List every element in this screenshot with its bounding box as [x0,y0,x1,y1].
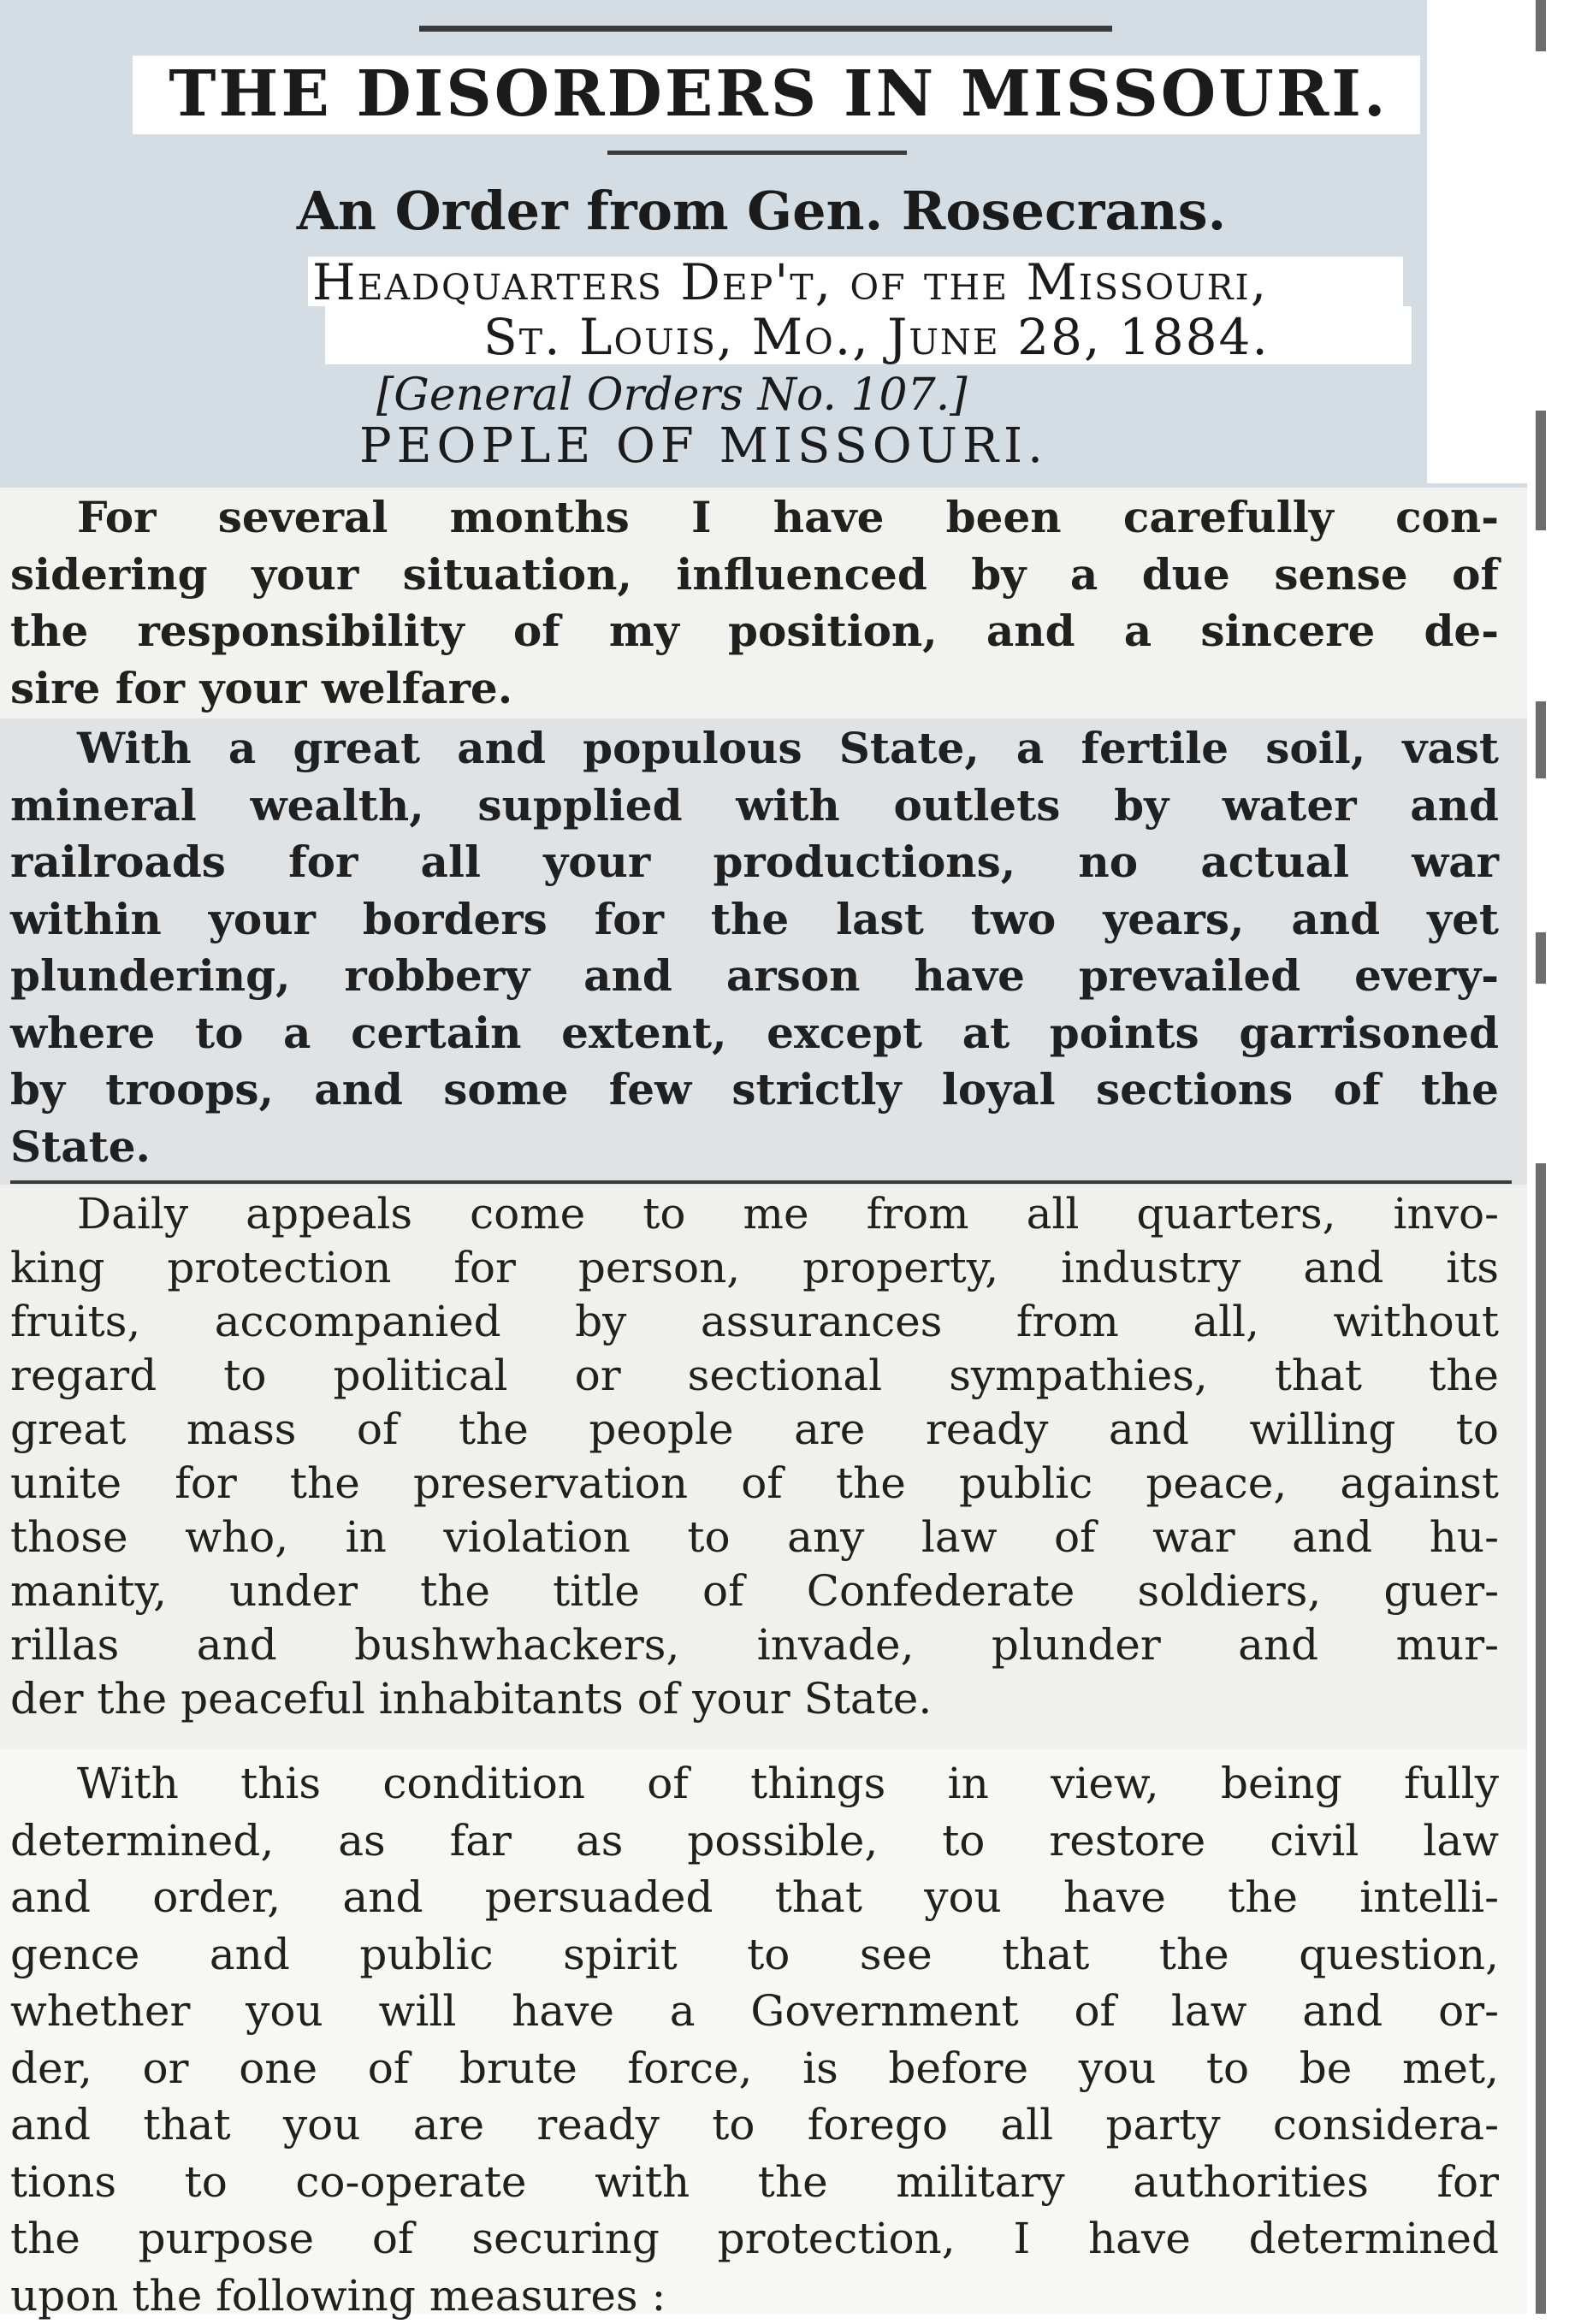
text-line: those who, in violation to any law of war and hu- [10,1511,1499,1564]
general-orders-number: [General Orders No. 107.] [376,370,1232,421]
dateline-headquarters: Headquarters Dep't, of the Missouri, [312,255,1268,310]
headline: THE DISORDERS IN MISSOURI. [137,56,1420,132]
text-line: Daily appeals come to me from all quarters, invo- [10,1187,1499,1241]
text-line: the purpose of securing protection, I have determined [10,2210,1499,2268]
text-line: With this condition of things in view, being fully [10,1755,1499,1812]
dateline-place-date: St. Louis, Mo., June 28, 1884. [483,310,1270,364]
column-rule-fragment [1536,701,1546,778]
right-margin-paper [1427,0,1530,411]
text-line: regard to political or sectional sympathies, that the [10,1349,1499,1403]
text-line: sidering your situation, influenced by a due sense of [10,547,1499,604]
text-line: sire for your welfare. [10,660,1499,718]
text-line: king protection for person, property, industry and its [10,1241,1499,1295]
top-rule [419,26,1112,32]
paragraph-3 [10,1187,1499,1726]
text-line: great mass of the people are ready and willing to [10,1403,1499,1457]
column-rule-fragment [1536,1163,1546,2314]
column-rule-fragment [1536,932,1546,984]
salutation: PEOPLE OF MISSOURI. [359,419,1266,474]
text-line: whether you will have a Government of law and or- [10,1983,1499,2040]
text-line: within your borders for the last two years, and yet [10,891,1499,949]
text-line: For several months I have been carefully con- [10,489,1499,547]
text-line: With a great and populous State, a fertile soil, vast [10,720,1499,778]
text-line: where to a certain extent, except at points garrisoned [10,1005,1499,1062]
text-line: and that you are ready to forego all party considera- [10,2096,1499,2154]
subheadline: An Order from Gen. Rosecrans. [214,180,1309,243]
text-line: determined, as far as possible, to restore civil law [10,1812,1499,1870]
headline-dash-rule [607,151,907,155]
text-line: gence and public spirit to see that the question, [10,1926,1499,1984]
text-line: plundering, robbery and arson have prevailed every- [10,948,1499,1005]
column-rule-fragment [1536,411,1546,530]
text-line: by troops, and some few strictly loyal sections of the [10,1061,1499,1119]
text-line: der, or one of brute force, is before you to be met, [10,2040,1499,2097]
text-line: tions to co-operate with the military authorities for [10,2154,1499,2211]
text-line: railroads for all your productions, no actual war [10,834,1499,891]
text-line: manity, under the title of Confederate soldiers, guer- [10,1564,1499,1618]
text-line: State. [10,1119,1499,1176]
paragraph-4 [10,1755,1499,2324]
section-divider [10,1180,1512,1184]
text-line: fruits, accompanied by assurances from all, without [10,1295,1499,1349]
text-line: unite for the preservation of the public peace, against [10,1457,1499,1511]
text-line: upon the following measures : [10,2268,1499,2324]
text-line: mineral wealth, supplied with outlets by water and [10,778,1499,835]
text-line: and order, and persuaded that you have the intelli- [10,1869,1499,1926]
paragraph-2 [10,720,1499,1175]
column-rule-fragment [1536,0,1546,51]
text-line: der the peaceful inhabitants of your State. [10,1672,1499,1726]
text-line: rillas and bushwhackers, invade, plunder and mur- [10,1618,1499,1672]
text-line: the responsibility of my position, and a sincere de- [10,603,1499,660]
paragraph-1 [10,489,1499,717]
